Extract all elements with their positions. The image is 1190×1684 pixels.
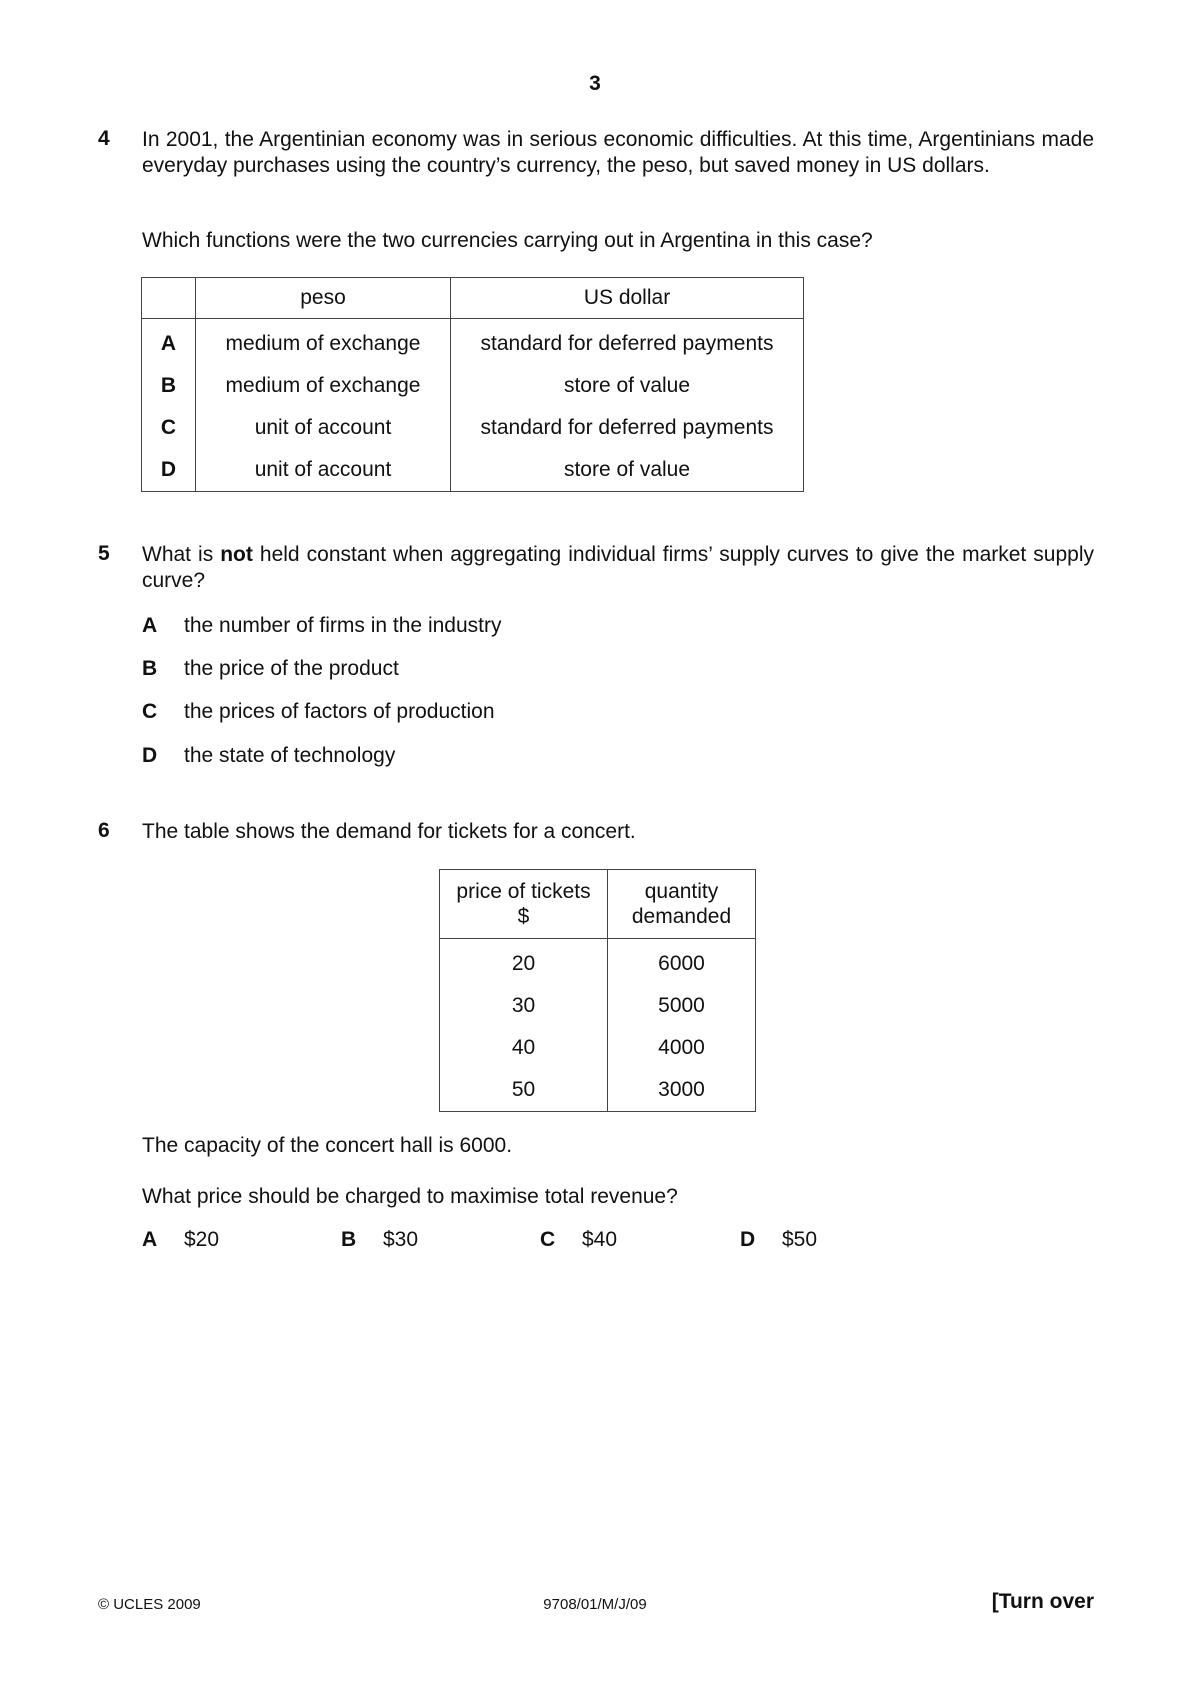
table-row (440, 939, 756, 986)
question-6-text: The table shows the demand for tickets for a concert. (142, 820, 636, 843)
question-5-option-b (142, 657, 399, 681)
table-header-peso: peso (196, 278, 451, 319)
question-6-answer-b (341, 1228, 418, 1252)
question-6-number: 6 (98, 819, 110, 842)
footer-code: 9708/01/M/J/09 (543, 1596, 647, 1613)
price-cell: 40 (440, 1027, 608, 1069)
option-text: $40 (582, 1228, 618, 1251)
option-text: the price of the product (184, 657, 399, 680)
option-letter: D (142, 449, 196, 492)
ticket-demand-table (439, 869, 756, 1112)
peso-function: medium of exchange (196, 365, 451, 407)
question-6-answer-d (740, 1228, 817, 1252)
question-4-prompt: Which functions were the two currencies carrying out in Argentina in this case? (142, 229, 873, 252)
option-letter: A (142, 319, 196, 366)
us-dollar-function: store of value (451, 365, 804, 407)
price-cell: 20 (440, 939, 608, 986)
us-dollar-function: store of value (451, 449, 804, 492)
header-line: $ (517, 905, 530, 928)
table-row (440, 985, 756, 1027)
option-text: the prices of factors of production (184, 700, 495, 723)
quantity-cell: 3000 (608, 1069, 756, 1112)
table-row (440, 1027, 756, 1069)
table-header-price (440, 870, 608, 939)
option-letter: B (341, 1228, 357, 1251)
currency-functions-table (141, 277, 804, 492)
footer-copyright: © UCLES 2009 (98, 1596, 201, 1613)
price-cell: 30 (440, 985, 608, 1027)
table-header-quantity (608, 870, 756, 939)
quantity-cell: 5000 (608, 985, 756, 1027)
table-row (142, 407, 804, 449)
option-text: $30 (383, 1228, 419, 1251)
price-cell: 50 (440, 1069, 608, 1112)
header-line: price of tickets (456, 880, 591, 903)
question-6-prompt: What price should be charged to maximise total revenue? (142, 1185, 678, 1208)
option-letter: C (540, 1228, 556, 1251)
question-5-option-a (142, 614, 501, 638)
option-letter: C (142, 700, 158, 723)
question-5-option-d (142, 744, 395, 768)
question-5-text (142, 542, 1094, 594)
question-5-emphasis: not (220, 543, 253, 566)
question-4-number: 4 (98, 127, 110, 150)
option-letter: A (142, 1228, 158, 1251)
option-letter: C (142, 407, 196, 449)
table-row (142, 365, 804, 407)
option-text: $20 (184, 1228, 220, 1251)
question-4-text: In 2001, the Argentinian economy was in serious economic difficulties. At this time, Argentinians made everyday purchases using the country’s currency, the peso, but saved money in US dollars. (142, 128, 1094, 177)
option-text: $50 (782, 1228, 818, 1251)
option-text: the number of firms in the industry (184, 614, 502, 637)
option-letter: D (740, 1228, 756, 1251)
quantity-cell: 4000 (608, 1027, 756, 1069)
table-row (440, 1069, 756, 1112)
option-letter: A (142, 614, 158, 637)
question-5-number: 5 (98, 542, 110, 565)
quantity-cell: 6000 (608, 939, 756, 986)
question-6-answer-a (142, 1228, 219, 1252)
table-header-blank (142, 278, 196, 319)
peso-function: unit of account (196, 449, 451, 492)
peso-function: medium of exchange (196, 319, 451, 366)
us-dollar-function: standard for deferred payments (451, 407, 804, 449)
header-line: quantity (644, 880, 719, 903)
table-header-us-dollar: US dollar (451, 278, 804, 319)
peso-function: unit of account (196, 407, 451, 449)
page-number: 3 (589, 72, 601, 95)
option-letter: B (142, 657, 158, 680)
us-dollar-function: standard for deferred payments (451, 319, 804, 366)
question-5-text-part: What is (142, 543, 221, 566)
question-6-answer-c (540, 1228, 617, 1252)
turn-over-label: [Turn over (991, 1590, 1094, 1613)
question-6-capacity: The capacity of the concert hall is 6000. (142, 1134, 513, 1157)
option-text: the state of technology (184, 744, 396, 767)
option-letter: B (142, 365, 196, 407)
table-row (142, 319, 804, 366)
question-5-option-c (142, 700, 495, 724)
table-row (142, 449, 804, 492)
header-line: demanded (631, 905, 732, 928)
question-5-text-part: held constant when aggregating individual firms’ supply curves to give the market supply curve? (142, 543, 1094, 592)
option-letter: D (142, 744, 158, 767)
